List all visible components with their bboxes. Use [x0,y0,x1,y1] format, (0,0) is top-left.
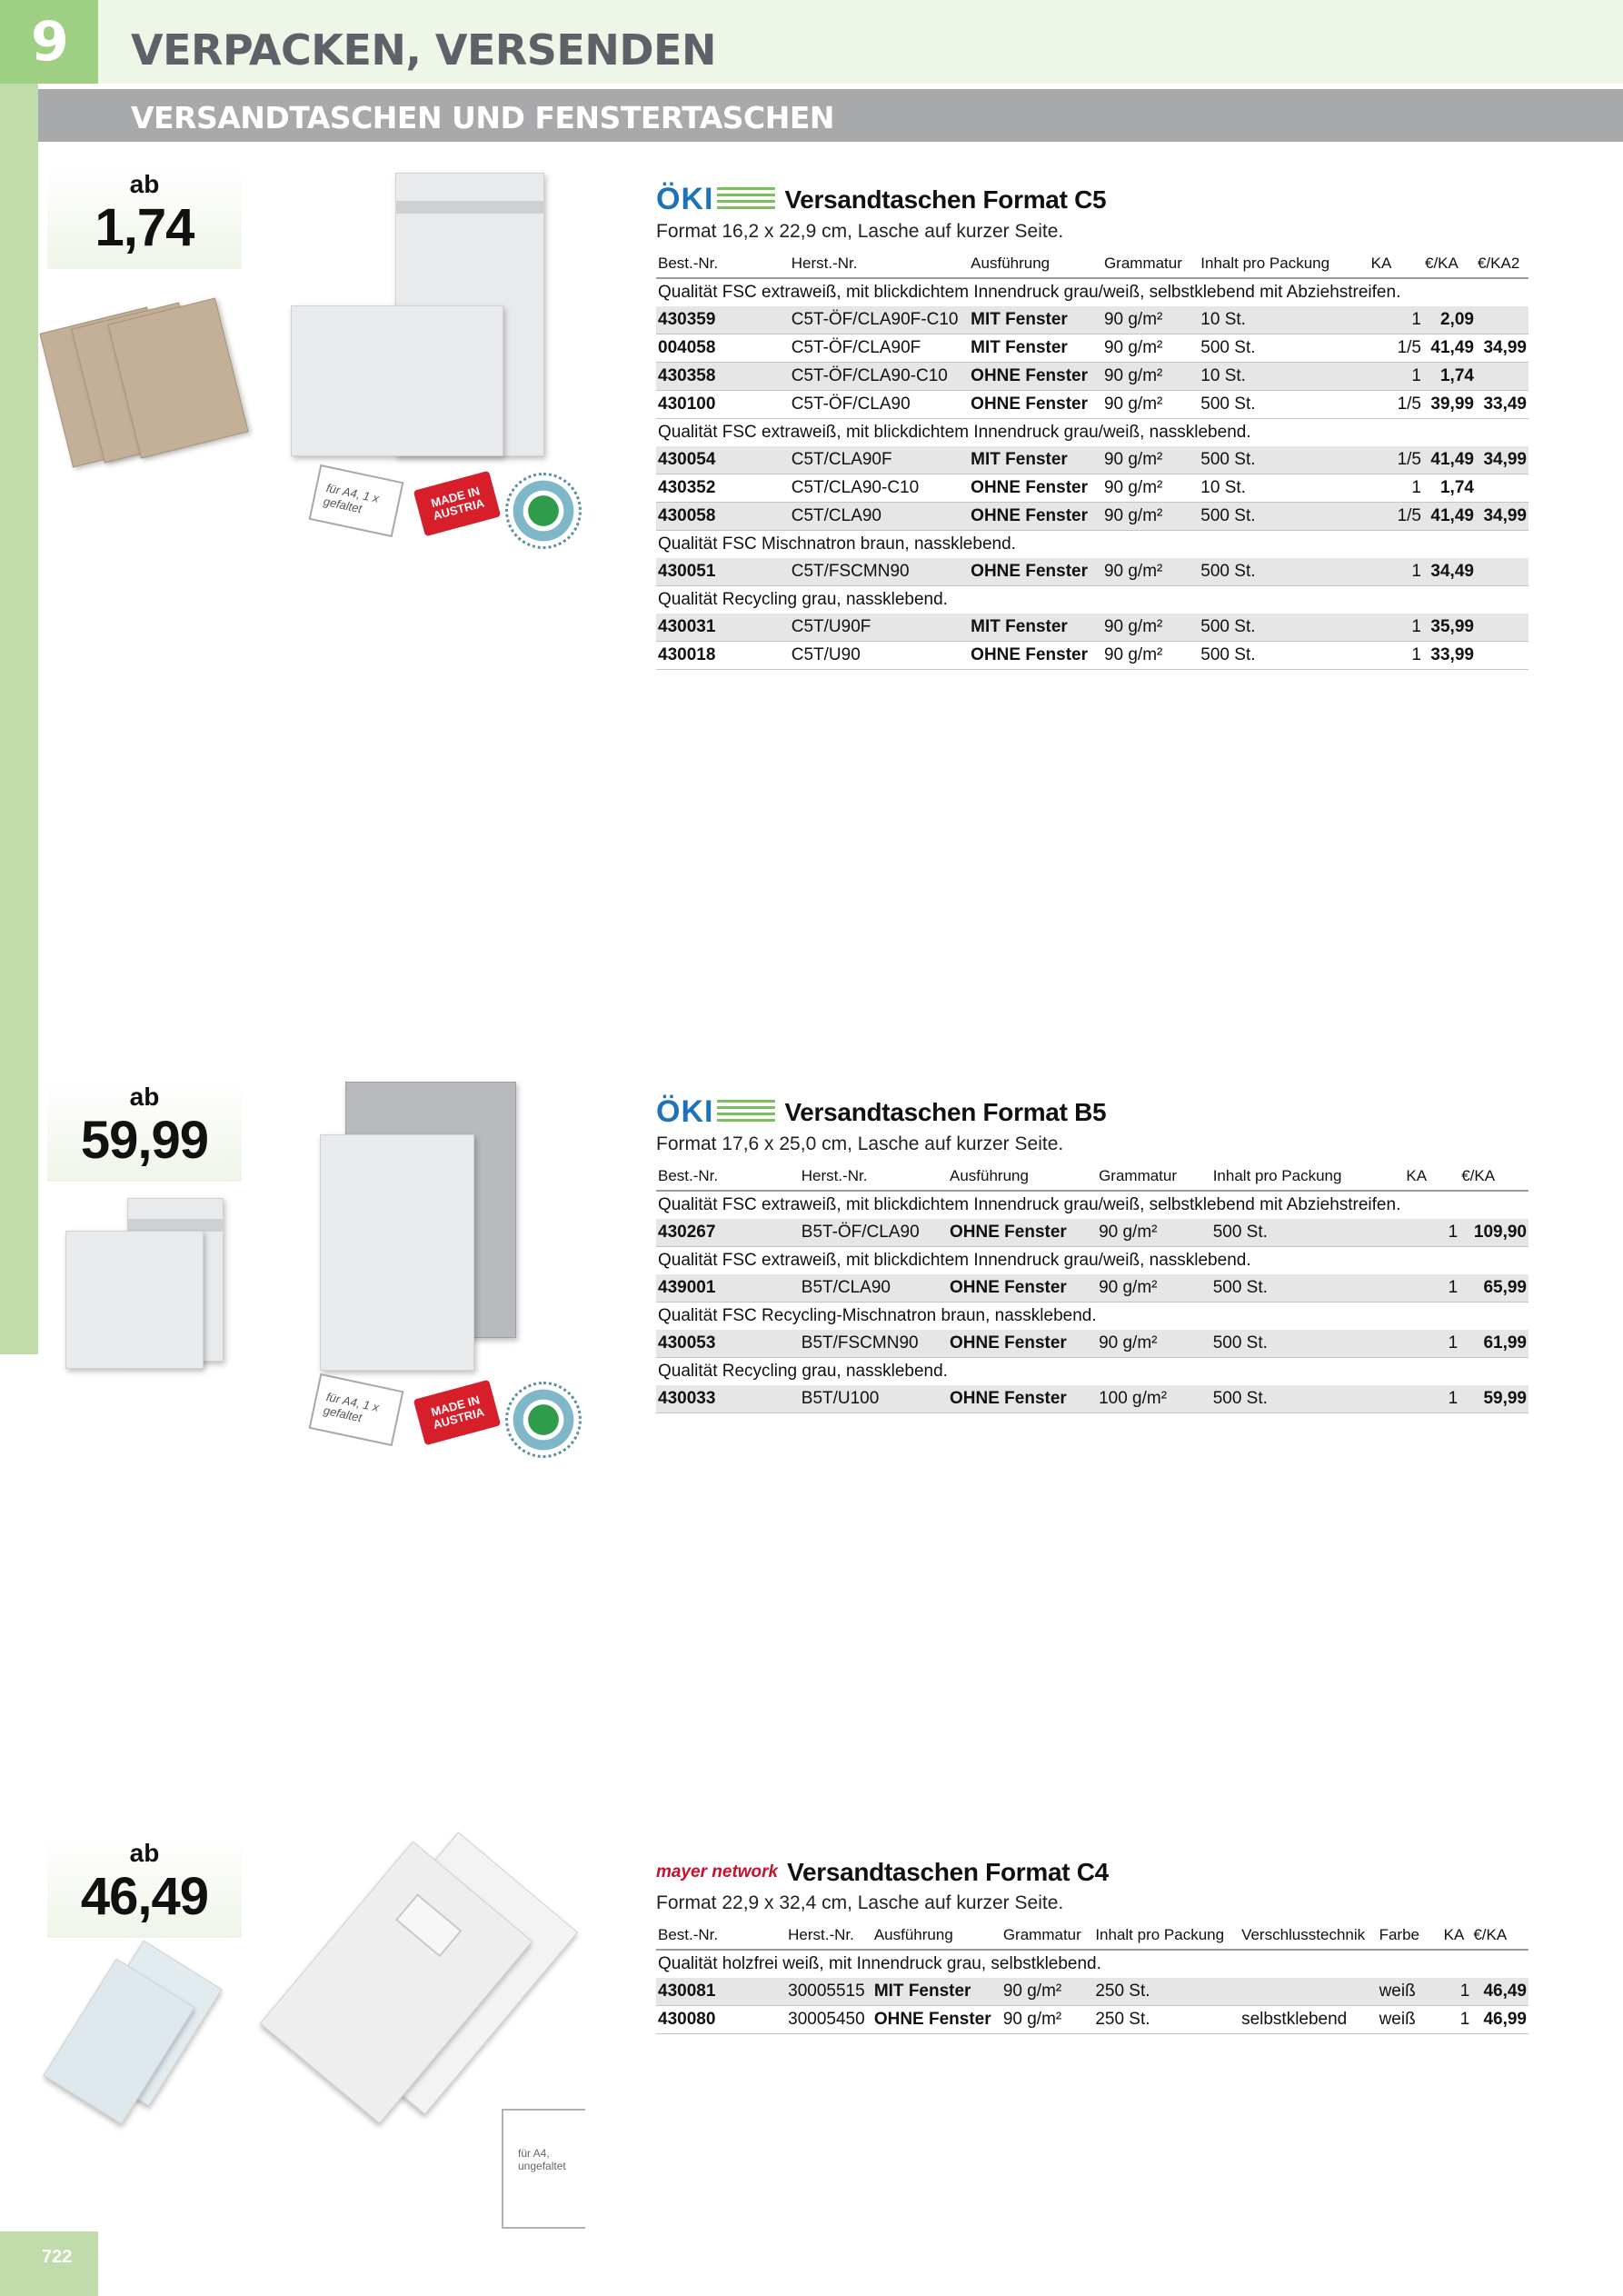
table-cell: C5T-ÖF/CLA90 [790,391,969,419]
table-cell: 34,49 [1423,558,1476,586]
quality-row [656,1950,1528,1978]
brand-logo: mayer network [656,1862,779,1882]
page-number: 722 [42,2247,73,2267]
table-cell: 90 g/m² [1102,558,1199,586]
column-header: KA [1404,1163,1459,1191]
table-cell: B5T-ÖF/CLA90 [800,1219,948,1247]
table-cell: 1 [1369,642,1423,670]
table-cell: MIT Fenster [969,334,1102,363]
quality-row [656,1303,1528,1331]
table-cell: 1/5 [1369,503,1423,531]
envelope-front-image [291,305,503,456]
product-table [656,1163,1528,1413]
fold-info-icon: für A4, 1 x gefaltet [309,464,404,537]
table-row [656,1330,1528,1358]
quality-row [656,1191,1528,1219]
table-cell: OHNE Fenster [872,2006,1001,2034]
column-header: KA [1442,1922,1472,1950]
table-cell: 500 St. [1199,391,1369,419]
table-cell: 33,99 [1423,642,1476,670]
table-cell: 1 [1369,614,1423,642]
table-cell: 90 g/m² [1102,391,1199,419]
quality-description: Qualität FSC extraweiß, mit blickdichtem Innendruck grau/weiß, selbstklebend mit Abziehstreifen. [658,283,1401,302]
table-cell: 430031 [656,614,790,642]
price-prefix: ab [129,1083,160,1111]
table-row [656,614,1528,642]
brand-logo: ÖKI [656,1094,714,1129]
product-block-b5 [656,1094,1528,1413]
column-header: Grammatur [1097,1163,1211,1191]
column-header: Best.-Nr. [656,1922,786,1950]
table-cell: 439001 [656,1274,800,1303]
page-title: VERPACKEN, VERSENDEN [131,25,716,75]
table-cell: 430081 [656,1978,786,2006]
price-badge [47,1082,242,1182]
table-row [656,391,1528,419]
table-cell: 430352 [656,474,790,503]
table-row [656,1385,1528,1413]
table-cell: 39,99 [1423,391,1476,419]
table-cell: 500 St. [1211,1385,1405,1413]
chapter-number: 9 [0,0,98,84]
column-header: Herst.-Nr. [786,1922,872,1950]
table-cell [1476,642,1528,670]
quality-description: Qualität FSC Recycling-Mischnatron braun, nassklebend. [658,1306,1097,1325]
table-cell: 1/5 [1369,391,1423,419]
table-cell: 90 g/m² [1102,363,1199,391]
table-cell: 1,74 [1423,474,1476,503]
table-cell: 90 g/m² [1001,2006,1093,2034]
table-cell: MIT Fenster [969,446,1102,474]
table-cell: MIT Fenster [969,306,1102,334]
table-cell [1240,1978,1378,2006]
table-cell: 90 g/m² [1102,334,1199,363]
table-cell: 34,99 [1476,446,1528,474]
column-header: €/KA [1471,1922,1528,1950]
column-header: Grammatur [1102,250,1199,278]
table-cell: 430080 [656,2006,786,2034]
table-cell: OHNE Fenster [969,558,1102,586]
table-header-row [656,1922,1528,1950]
table-cell: weiß [1378,2006,1442,2034]
product-block-c4 [656,1858,1528,2034]
table-cell: C5T/U90F [790,614,969,642]
table-cell: 430033 [656,1385,800,1413]
table-cell [1476,614,1528,642]
table-cell: OHNE Fenster [969,391,1102,419]
table-cell: OHNE Fenster [969,642,1102,670]
table-cell: selbstklebend [1240,2006,1378,2034]
table-row [656,2006,1528,2034]
price-prefix: ab [129,170,160,198]
quality-description: Qualität holzfrei weiß, mit Innendruck grau, selbstklebend. [658,1954,1101,1973]
table-cell: C5T-ÖF/CLA90-C10 [790,363,969,391]
price-value: 59,99 [80,1111,209,1170]
table-cell: 430053 [656,1330,800,1358]
column-header: Inhalt pro Packung [1093,1922,1240,1950]
table-cell: OHNE Fenster [969,474,1102,503]
table-cell: 90 g/m² [1102,503,1199,531]
column-header: €/KA [1423,250,1476,278]
eco-seal-icon [505,1382,582,1458]
table-cell: 90 g/m² [1097,1274,1211,1303]
fold-info-icon: für A4, ungefaltet [502,2109,585,2229]
table-cell: OHNE Fenster [969,503,1102,531]
quality-row [656,1247,1528,1275]
table-cell: 35,99 [1423,614,1476,642]
table-cell: 430051 [656,558,790,586]
column-header: Farbe [1378,1922,1442,1950]
table-cell: 10 St. [1199,306,1369,334]
table-row [656,503,1528,531]
table-cell [1476,558,1528,586]
table-cell: 1 [1404,1385,1459,1413]
table-cell: 34,99 [1476,503,1528,531]
table-cell: 1/5 [1369,334,1423,363]
table-cell: 1 [1369,558,1423,586]
table-cell: B5T/CLA90 [800,1274,948,1303]
table-cell: OHNE Fenster [948,1219,1097,1247]
column-header: €/KA2 [1476,250,1528,278]
table-cell: C5T/CLA90F [790,446,969,474]
table-cell: 500 St. [1199,614,1369,642]
price-badge [47,169,242,269]
table-cell: 90 g/m² [1001,1978,1093,2006]
table-cell: B5T/FSCMN90 [800,1330,948,1358]
table-cell: OHNE Fenster [948,1385,1097,1413]
product-title: Versandtaschen Format C4 [787,1858,1109,1886]
table-row [656,306,1528,334]
product-block-c5 [656,182,1528,670]
product-table [656,1922,1528,2034]
table-cell [1476,306,1528,334]
column-header: Inhalt pro Packung [1199,250,1369,278]
price-badge [47,1838,242,1938]
column-header: Herst.-Nr. [800,1163,948,1191]
table-cell: 1 [1369,363,1423,391]
eco-seal-icon [505,473,582,549]
table-cell: 004058 [656,334,790,363]
table-cell: 90 g/m² [1097,1330,1211,1358]
table-cell: 10 St. [1199,363,1369,391]
table-cell: C5T-ÖF/CLA90F-C10 [790,306,969,334]
table-cell: 1/5 [1369,446,1423,474]
table-row [656,334,1528,363]
table-cell: C5T/CLA90 [790,503,969,531]
quality-description: Qualität Recycling grau, nassklebend. [658,1362,948,1381]
table-header-row [656,250,1528,278]
table-cell: OHNE Fenster [948,1274,1097,1303]
product-format: Format 22,9 x 32,4 cm, Lasche auf kurzer Seite. [656,1892,1064,1913]
brand-logo-graphic [717,1100,775,1125]
table-cell: 500 St. [1211,1274,1405,1303]
table-cell: 1,74 [1423,363,1476,391]
table-cell: C5T-ÖF/CLA90F [790,334,969,363]
made-in-austria-icon: MADE IN AUSTRIA [413,471,502,536]
table-row [656,642,1528,670]
quality-description: Qualität FSC extraweiß, mit blickdichtem Innendruck grau/weiß, nassklebend. [658,423,1251,442]
table-cell [1476,474,1528,503]
table-cell: C5T/U90 [790,642,969,670]
quality-description: Qualität FSC Mischnatron braun, nassklebend. [658,534,1016,554]
product-format: Format 17,6 x 25,0 cm, Lasche auf kurzer Seite. [656,1133,1064,1154]
table-cell: 500 St. [1199,334,1369,363]
table-cell: 90 g/m² [1102,446,1199,474]
table-cell: weiß [1378,1978,1442,2006]
table-cell: 46,99 [1471,2006,1528,2034]
made-in-austria-icon: MADE IN AUSTRIA [413,1380,502,1445]
product-title: Versandtaschen Format C5 [784,185,1107,214]
table-cell: 500 St. [1211,1330,1405,1358]
table-cell: 30005515 [786,1978,872,2006]
price-value: 46,49 [80,1867,209,1926]
column-header: Ausführung [872,1922,1001,1950]
table-cell: 33,49 [1476,391,1528,419]
table-cell: 430058 [656,503,790,531]
quality-row [656,531,1528,559]
column-header: Best.-Nr. [656,250,790,278]
fold-info-icon: für A4, 1 x gefaltet [309,1373,404,1446]
table-cell: 250 St. [1093,2006,1240,2034]
table-cell: 500 St. [1199,503,1369,531]
table-cell: 61,99 [1459,1330,1528,1358]
table-header-row [656,1163,1528,1191]
column-header: Ausführung [969,250,1102,278]
table-cell: 1 [1369,474,1423,503]
table-cell: 10 St. [1199,474,1369,503]
quality-description: Qualität FSC extraweiß, mit blickdichtem Innendruck grau/weiß, selbstklebend mit Abziehstreifen. [658,1195,1401,1214]
table-cell: 41,49 [1423,334,1476,363]
table-cell: 90 g/m² [1097,1219,1211,1247]
column-header: Herst.-Nr. [790,250,969,278]
table-cell: OHNE Fenster [969,363,1102,391]
envelope-front-image [320,1134,474,1371]
column-header: Inhalt pro Packung [1211,1163,1405,1191]
table-row [656,558,1528,586]
table-cell [1476,363,1528,391]
column-header: KA [1369,250,1423,278]
table-cell: 1 [1404,1330,1459,1358]
price-prefix: ab [129,1839,160,1867]
sidebar-band [0,0,38,1354]
table-cell: C5T/CLA90-C10 [790,474,969,503]
table-cell: 1 [1404,1274,1459,1303]
page-subtitle: VERSANDTASCHEN UND FENSTERTASCHEN [131,100,835,135]
table-cell: 1 [1442,1978,1472,2006]
table-cell: 1 [1442,2006,1472,2034]
column-header: Best.-Nr. [656,1163,800,1191]
quality-row [656,278,1528,306]
table-cell: OHNE Fenster [948,1330,1097,1358]
table-cell: 46,49 [1471,1978,1528,2006]
table-cell: 500 St. [1199,446,1369,474]
table-cell: 1 [1369,306,1423,334]
table-row [656,446,1528,474]
table-cell: 430018 [656,642,790,670]
table-cell: 90 g/m² [1102,642,1199,670]
table-cell: 250 St. [1093,1978,1240,2006]
table-row [656,1274,1528,1303]
table-cell: 430359 [656,306,790,334]
table-cell: 90 g/m² [1102,474,1199,503]
table-cell: 2,09 [1423,306,1476,334]
table-cell: MIT Fenster [969,614,1102,642]
quality-row [656,419,1528,447]
envelope-front-image [65,1231,204,1369]
table-cell: MIT Fenster [872,1978,1001,2006]
product-table [656,250,1528,670]
brand-logo-graphic [717,187,775,213]
column-header: Grammatur [1001,1922,1093,1950]
table-cell: 34,99 [1476,334,1528,363]
quality-row [656,1358,1528,1386]
table-cell: 41,49 [1423,503,1476,531]
brand-logo: ÖKI [656,182,714,216]
table-cell: 500 St. [1199,642,1369,670]
column-header: Verschlusstechnik [1240,1922,1378,1950]
table-cell: 90 g/m² [1102,614,1199,642]
quality-description: Qualität FSC extraweiß, mit blickdichtem Innendruck grau/weiß, nassklebend. [658,1251,1251,1270]
column-header: Ausführung [948,1163,1097,1191]
table-cell: 430358 [656,363,790,391]
table-cell: B5T/U100 [800,1385,948,1413]
table-row [656,1978,1528,2006]
table-cell: 90 g/m² [1102,306,1199,334]
table-cell: 30005450 [786,2006,872,2034]
quality-row [656,586,1528,614]
table-row [656,1219,1528,1247]
table-row [656,474,1528,503]
column-header: €/KA [1459,1163,1528,1191]
table-cell: 500 St. [1199,558,1369,586]
table-cell: 1 [1404,1219,1459,1247]
table-cell: 109,90 [1459,1219,1528,1247]
table-cell: 41,49 [1423,446,1476,474]
table-cell: 100 g/m² [1097,1385,1211,1413]
price-value: 1,74 [95,198,194,257]
table-cell: 59,99 [1459,1385,1528,1413]
table-cell: 430267 [656,1219,800,1247]
table-cell: 430054 [656,446,790,474]
table-cell: 65,99 [1459,1274,1528,1303]
table-cell: C5T/FSCMN90 [790,558,969,586]
table-row [656,363,1528,391]
table-cell: 500 St. [1211,1219,1405,1247]
product-title: Versandtaschen Format B5 [784,1097,1107,1126]
table-cell: 430100 [656,391,790,419]
product-format: Format 16,2 x 22,9 cm, Lasche auf kurzer Seite. [656,221,1064,242]
quality-description: Qualität Recycling grau, nassklebend. [658,590,948,609]
